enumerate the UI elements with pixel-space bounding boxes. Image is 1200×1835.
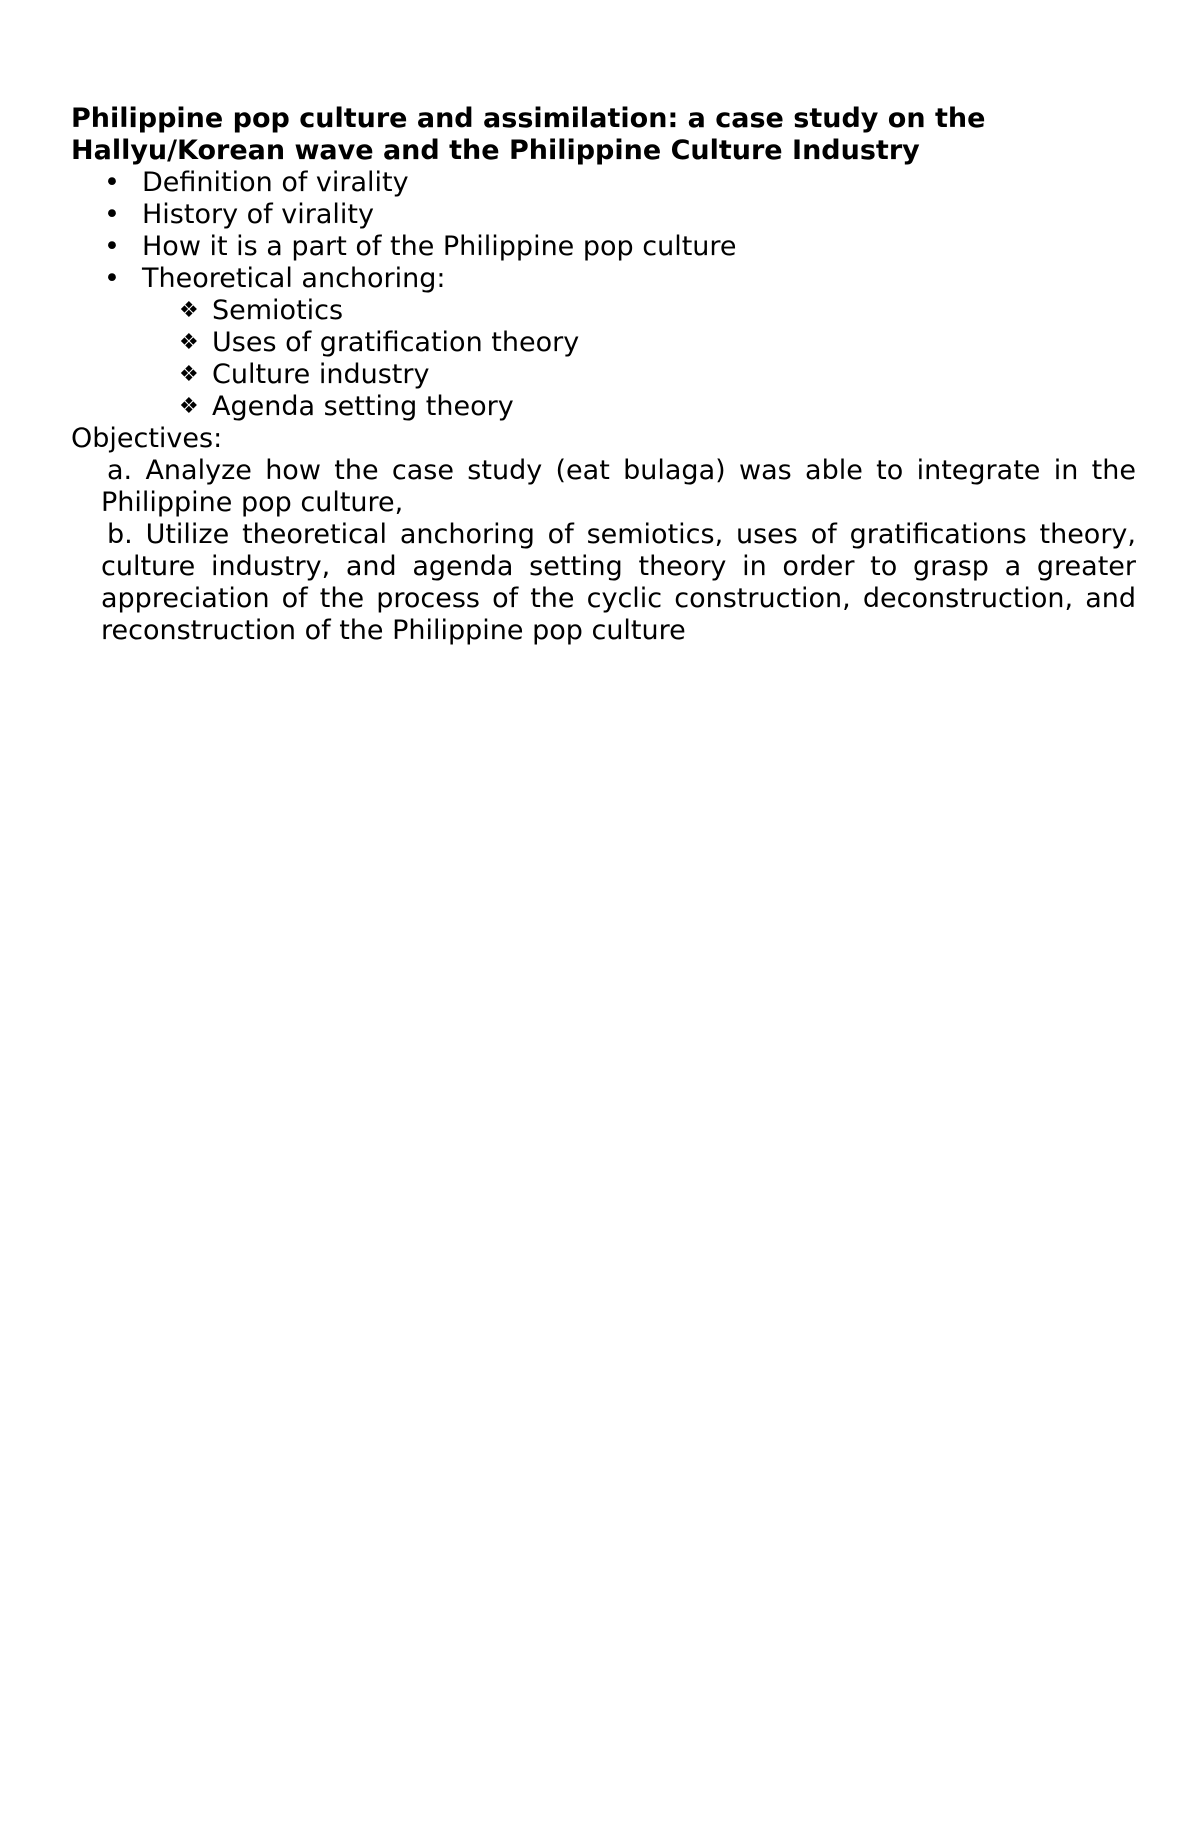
diamond-bullet-icon: ❖ <box>179 298 199 323</box>
list-item-text: Definition of virality <box>142 167 409 198</box>
diamond-bullet-icon: ❖ <box>179 330 199 355</box>
objective-paragraph: b. Utilize theoretical anchoring of semiotics, uses of gratifications theory, culture industry, and agenda setting theory in order to grasp a greater appreciation of the process of the cyclic construction, deconstruction, and reconstruction of the Philippine pop culture <box>101 519 1136 646</box>
sub-list-item-text: Semiotics <box>212 295 344 326</box>
bullet-icon: • <box>104 263 120 294</box>
sub-list-item-text: Uses of gratification theory <box>212 327 580 358</box>
sub-list-item <box>71 327 1136 359</box>
objective-paragraph: a. Analyze how the case study (eat bulaga) was able to integrate in the Philippine pop culture, <box>101 455 1136 518</box>
document-page <box>71 103 1136 647</box>
bullet-icon: • <box>104 167 120 198</box>
list-item-text: How it is a part of the Philippine pop culture <box>142 231 737 262</box>
diamond-bullet-icon: ❖ <box>179 362 199 387</box>
sub-list-item <box>71 359 1136 391</box>
objectives-heading: Objectives: <box>71 423 223 454</box>
sub-list-item-text: Agenda setting theory <box>212 391 514 422</box>
sub-list-item-text: Culture industry <box>212 359 430 390</box>
list-item-text: Theoretical anchoring: <box>142 263 446 294</box>
list-item <box>71 199 1136 231</box>
topic-list <box>71 167 1136 295</box>
bullet-icon: • <box>104 199 120 230</box>
diamond-bullet-icon: ❖ <box>179 394 199 419</box>
document-title: Philippine pop culture and assimilation: a case study on the Hallyu/Korean wave and the Philippine Culture Industry <box>71 103 986 166</box>
sub-topic-list <box>71 295 1136 423</box>
list-item <box>71 167 1136 199</box>
list-item <box>71 263 1136 295</box>
bullet-icon: • <box>104 231 120 262</box>
list-item <box>71 231 1136 263</box>
sub-list-item <box>71 391 1136 423</box>
sub-list-item <box>71 295 1136 327</box>
list-item-text: History of virality <box>142 199 374 230</box>
